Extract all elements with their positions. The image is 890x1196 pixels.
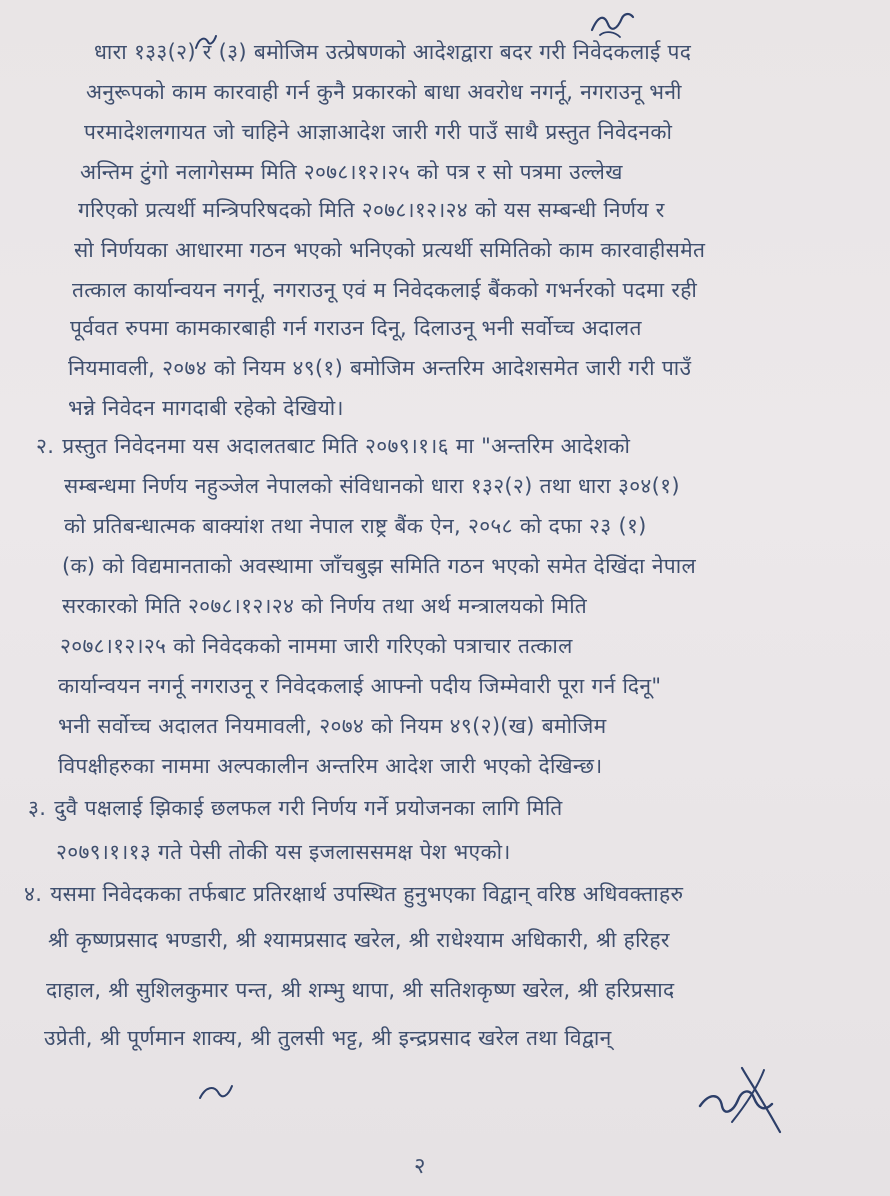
list-item-2-line: २०७८।१२।२५ को निवेदकको नाममा जारी गरिएको पत्राचार तत्काल [60,634,573,658]
list-item-text: दुवै पक्षलाई झिकाई छलफल गरी निर्णय गर्ने प्रयोजनका लागि मिति [54,796,563,820]
paragraph-line: भन्ने निवेदन मागदाबी रहेको देखियो। [68,396,344,420]
list-item-4-line: उप्रेती, श्री पूर्णमान शाक्य, श्री तुलसी भट्ट, श्री इन्द्रप्रसाद खरेल तथा विद्वान् [44,1026,612,1050]
list-item-2-line: सम्बन्धमा निर्णय नहुञ्जेल नेपालको संविधानको धारा १३२(२) तथा धारा ३०४(१) [64,474,680,498]
paragraph-line: गरिएको प्रत्यर्थी मन्त्रिपरिषदको मिति २०७८।१२।२४ को यस सम्बन्धी निर्णय र [78,198,665,222]
page-number: २ [414,1154,426,1179]
paragraph-line: सो निर्णयका आधारमा गठन भएको भनिएको प्रत्यर्थी समितिको काम कारवाहीसमेत [74,238,706,262]
list-item-4-line [24,880,683,908]
list-item-3-line [28,794,563,822]
list-item-number: २. [36,434,55,458]
list-item-2-line: कार्यान्वयन नगर्नू नगराउनू र निवेदकलाई आफ्नो पदीय जिम्मेवारी पूरा गर्न दिनू" [58,674,662,698]
paragraph-line: तत्काल कार्यान्वयन नगर्नू, नगराउनू एवं म निवेदकलाई बैंकको गभर्नरको पदमा रही [72,278,698,302]
paragraph-line: पूर्ववत रुपमा कामकारबाही गर्न गराउन दिनू, दिलाउनू भनी सर्वोच्च अदालत [70,316,642,340]
list-item-4-line: श्री कृष्णप्रसाद भण्डारी, श्री श्यामप्रसाद खरेल, श्री राधेश्याम अधिकारी, श्री हरिहर [48,928,670,952]
list-item-number: ४. [24,882,43,906]
paragraph-line: धारा १३३(२) र (३) बमोजिम उत्प्रेषणको आदेशद्वारा बदर गरी निवेदकलाई पद [94,40,692,64]
list-item-2-line: को प्रतिबन्धात्मक बाक्यांश तथा नेपाल राष्ट्र बैंक ऐन, २०५८ को दफा २३ (१) [64,514,647,538]
list-item-2-line [36,432,630,460]
list-item-3-line: २०७९।१।१३ गते पेसी तोकी यस इजलाससमक्ष पेश भएको। [56,840,511,864]
list-item-text: यसमा निवेदकका तर्फबाट प्रतिरक्षार्थ उपस्थित हुनुभएका विद्वान् वरिष्ठ अधिवक्ताहरु [50,882,684,906]
list-item-text: प्रस्तुत निवेदनमा यस अदालतबाट मिति २०७९।१।६ मा "अन्तरिम आदेशको [62,434,631,458]
handwritten-mark-bottom [196,1078,236,1108]
list-item-4-line: दाहाल, श्री सुशिलकुमार पन्त, श्री शम्भु थापा, श्री सतिशकृष्ण खरेल, श्री हरिप्रसाद [46,978,675,1002]
list-item-number: ३. [28,796,47,820]
paragraph-line: परमादेशलगायत जो चाहिने आज्ञाआदेश जारी गरी पाउँ साथै प्रस्तुत निवेदनको [84,120,673,144]
paragraph-line: अन्तिम टुंगो नलागेसम्म मिति २०७८।१२।२५ को पत्र र सो पत्रमा उल्लेख [80,160,623,184]
list-item-2-line: विपक्षीहरुका नाममा अल्पकालीन अन्तरिम आदेश जारी भएको देखिन्छ। [58,754,603,778]
list-item-2-line: (क) को विद्यमानताको अवस्थामा जाँचबुझ समिति गठन भएको समेत देखिंदा नेपाल [62,554,697,578]
paragraph-line: अनुरूपको काम कारवाही गर्न कुनै प्रकारको बाधा अवरोध नगर्नू, नगराउनू भनी [86,80,682,104]
paragraph-line: नियमावली, २०७४ को नियम ४९(१) बमोजिम अन्तरिम आदेशसमेत जारी गरी पाउँ [68,356,692,380]
list-item-2-line: सरकारको मिति २०७८।१२।२४ को निर्णय तथा अर्थ मन्त्रालयको मिति [62,594,588,618]
signature-bottom [694,1062,786,1146]
list-item-2-line: भनी सर्वोच्च अदालत नियमावली, २०७४ को नियम ४९(२)(ख) बमोजिम [58,714,607,738]
